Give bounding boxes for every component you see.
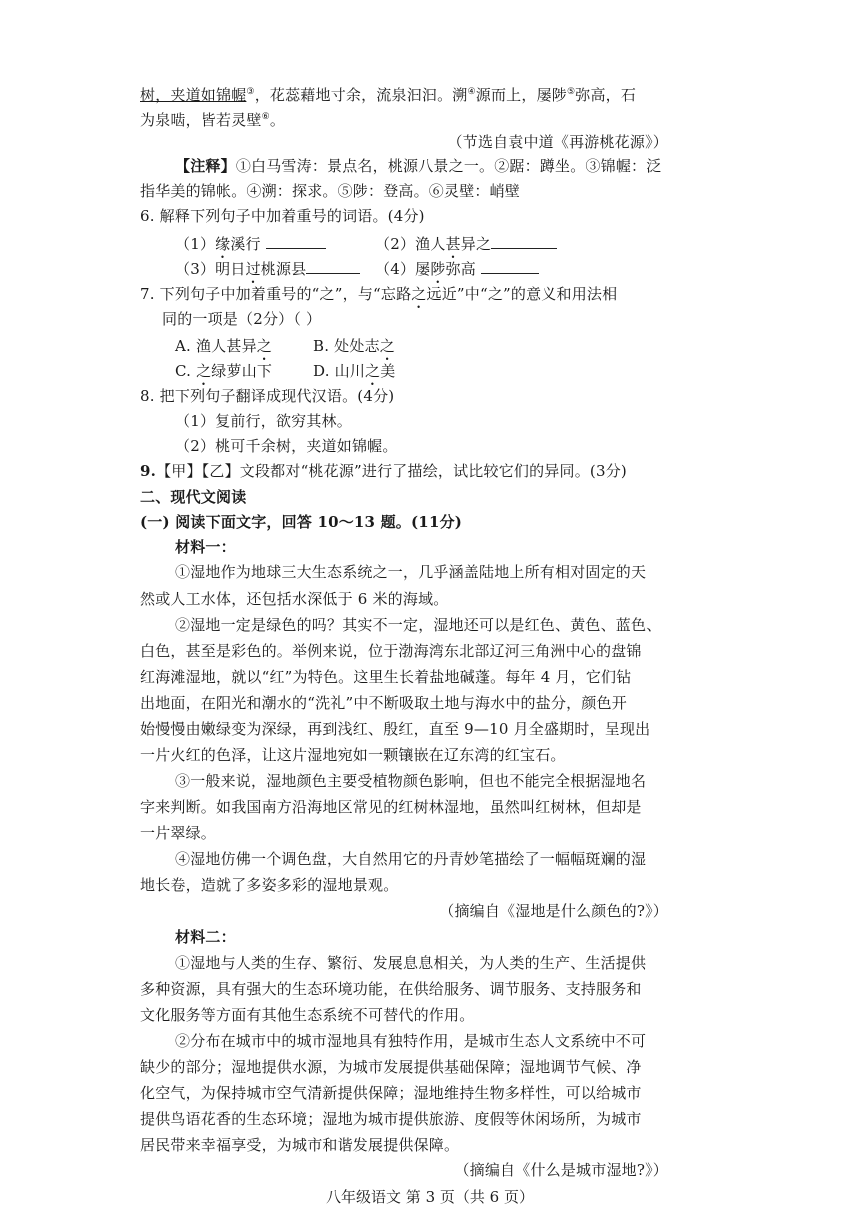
option-c[interactable]: C. 之绿萝山下 — [175, 362, 273, 380]
q6-item-2: （2）渔人甚异之 — [375, 234, 557, 262]
material-1-line: 出地面，在阳光和潮水的“洗礼”中不断吸取土地与海水中的盐分，颜色开 — [140, 694, 627, 712]
emphasis-char: 之 — [196, 362, 212, 380]
q6-item-4: （4）屡陟弥高 — [375, 259, 539, 287]
notes-line-2: 指华美的锦帐。④溯：探求。⑤陟：登高。⑥灵壁：峭壁 — [140, 182, 521, 200]
question-8-item-2: （2）桃可千余树，夹道如锦幄。 — [175, 437, 398, 455]
option-b[interactable]: B. 处处志之 — [313, 337, 395, 355]
note-mark: ③ — [246, 87, 255, 97]
notes-text: ①白马雪涛：景点名，桃源八景之一。②踞：蹲坐。③锦幄：泛 — [235, 157, 662, 175]
note-mark: ⑥ — [261, 112, 270, 122]
passage-text: ，花蕊藉地寸余，流泉汩汩。溯 — [254, 86, 468, 104]
material-1-line: ③一般来说，湿地颜色主要受植物颜色影响，但也不能完全根据湿地名 — [175, 772, 647, 790]
material-1-line: 一片火红的色泽，让这片湿地宛如一颗镶嵌在辽东湾的红宝石。 — [140, 746, 566, 764]
material-1-label: 材料一： — [175, 538, 236, 556]
material-2-label: 材料二： — [175, 928, 236, 946]
emphasis-char: 之 — [256, 337, 272, 355]
notes-label: 【注释】 — [175, 157, 236, 175]
question-7-stem-2: 同的一项是（2分）（ ） — [162, 310, 322, 328]
emphasis-char: 之 — [365, 362, 381, 380]
material-1-source: （摘编自《湿地是什么颜色的?》） — [439, 902, 668, 920]
material-2-line: 化空气，为保持城市空气清新提供保障；湿地维持生物多样性，可以给城市 — [140, 1084, 642, 1102]
material-1-line: 地长卷，造就了多姿多彩的湿地景观。 — [140, 876, 399, 894]
emphasis-char: 之 — [411, 285, 427, 303]
note-mark: ⑤ — [566, 87, 576, 97]
passage-text: 。 — [269, 111, 286, 129]
passage-text: 弥高，石 — [575, 86, 637, 104]
option-d[interactable]: D. 山川之美 — [313, 362, 396, 380]
underlined-phrase: 树，夹道如锦幄 — [140, 86, 247, 104]
passage-line-2 — [140, 107, 668, 130]
material-1-line: ②湿地一定是绿色的吗？其实不一定，湿地还可以是红色、黄色、蓝色、 — [175, 616, 662, 634]
section-title: 二、现代文阅读 — [140, 488, 247, 506]
page-footer: 八年级语文 第 3 页（共 6 页） — [326, 1188, 534, 1206]
material-2-line: 文化服务等方面有其他生态系统不可替代的作用。 — [140, 1006, 475, 1024]
emphasis-char: 缘 — [215, 235, 231, 253]
question-8-stem: 8. 把下列句子翻译成现代汉语。(4分) — [140, 387, 395, 405]
material-2-line: 提供鸟语花香的生态环境；湿地为城市提供旅游、度假等休闲场所，为城市 — [140, 1110, 642, 1128]
material-1-line: 白色，甚至是彩色的。举例来说，位于渤海湾东北部辽河三角洲中心的盘锦 — [140, 642, 642, 660]
material-2-line: ①湿地与人类的生存、繁衍、发展息息相关，为人类的生产、生活提供 — [175, 954, 647, 972]
question-6-stem: 6. 解释下列句子中加着重号的词语。(4分) — [140, 207, 425, 225]
option-a[interactable]: A. 渔人甚异之 — [175, 337, 272, 355]
material-2-source: （摘编自《什么是城市湿地?》） — [454, 1161, 668, 1179]
material-1-line: ①湿地作为地球三大生态系统之一，几乎涵盖陆地上所有相对固定的天 — [175, 563, 647, 581]
material-1-line: ④湿地仿佛一个调色盘，大自然用它的丹青妙笔描绘了一幅幅斑斓的湿 — [175, 850, 647, 868]
passage-text: 源而上，屡陟 — [475, 86, 567, 104]
material-2-line: 居民带来幸福享受，为城市和谐发展提供保障。 — [140, 1136, 460, 1154]
emphasis-char: 过 — [245, 260, 261, 278]
question-8-item-1: （1）复前行，欲穷其林。 — [175, 412, 352, 430]
note-mark: ④ — [467, 87, 476, 97]
emphasis-char: 之 — [379, 337, 395, 355]
emphasis-char: 陟 — [430, 260, 446, 278]
material-1-line: 红海滩湿地，就以“红”为特色。这里生长着盐地碱蓬。每年 4 月，它们钻 — [140, 668, 632, 686]
material-2-line: 缺少的部分；湿地提供水源，为城市发展提供基础保障；湿地调节气候、净 — [140, 1058, 642, 1076]
material-1-line: 字来判断。如我国南方沿海地区常见的红树林湿地，虽然叫红树林，但却是 — [140, 798, 642, 816]
subsection-title: (一) 阅读下面文字，回答 10～13 题。(11分) — [140, 513, 463, 531]
answer-blank[interactable] — [266, 234, 326, 249]
question-7-stem-1: 7. 下列句子中加着重号的“之”，与“忘路之远近”中“之”的意义和用法相 — [140, 285, 618, 303]
emphasis-char: 甚 — [445, 235, 461, 253]
material-2-line: 多种资源，具有强大的生态环境功能，在供给服务、调节服务、支持服务和 — [140, 980, 642, 998]
answer-blank[interactable] — [306, 259, 360, 274]
q6-item-3: （3）明日过桃源县 — [175, 259, 360, 287]
answer-blank[interactable] — [481, 259, 539, 274]
material-1-line: 一片翠绿。 — [140, 824, 217, 842]
material-1-line: 然或人工水体，还包括水深低于 6 米的海域。 — [140, 590, 449, 608]
material-1-line: 始慢慢由嫩绿变为深绿，再到浅红、殷红，直至 9—10 月全盛期时，呈现出 — [140, 720, 651, 738]
passage-source: （节选自袁中道《再游桃花源》） — [447, 133, 668, 151]
material-2-line: ②分布在城市中的城市湿地具有独特作用，是城市生态人文系统中不可 — [175, 1032, 647, 1050]
passage-text: 为泉啮，皆若灵壁 — [140, 111, 262, 129]
answer-blank[interactable] — [491, 234, 557, 249]
q6-item-1: （1）缘溪行 — [175, 234, 326, 262]
passage-line-1 — [140, 82, 668, 105]
notes-line-1 — [175, 156, 703, 176]
question-9: 9.【甲】【乙】文段都对“桃花源”进行了描绘，试比较它们的异同。(3分) — [140, 462, 627, 480]
